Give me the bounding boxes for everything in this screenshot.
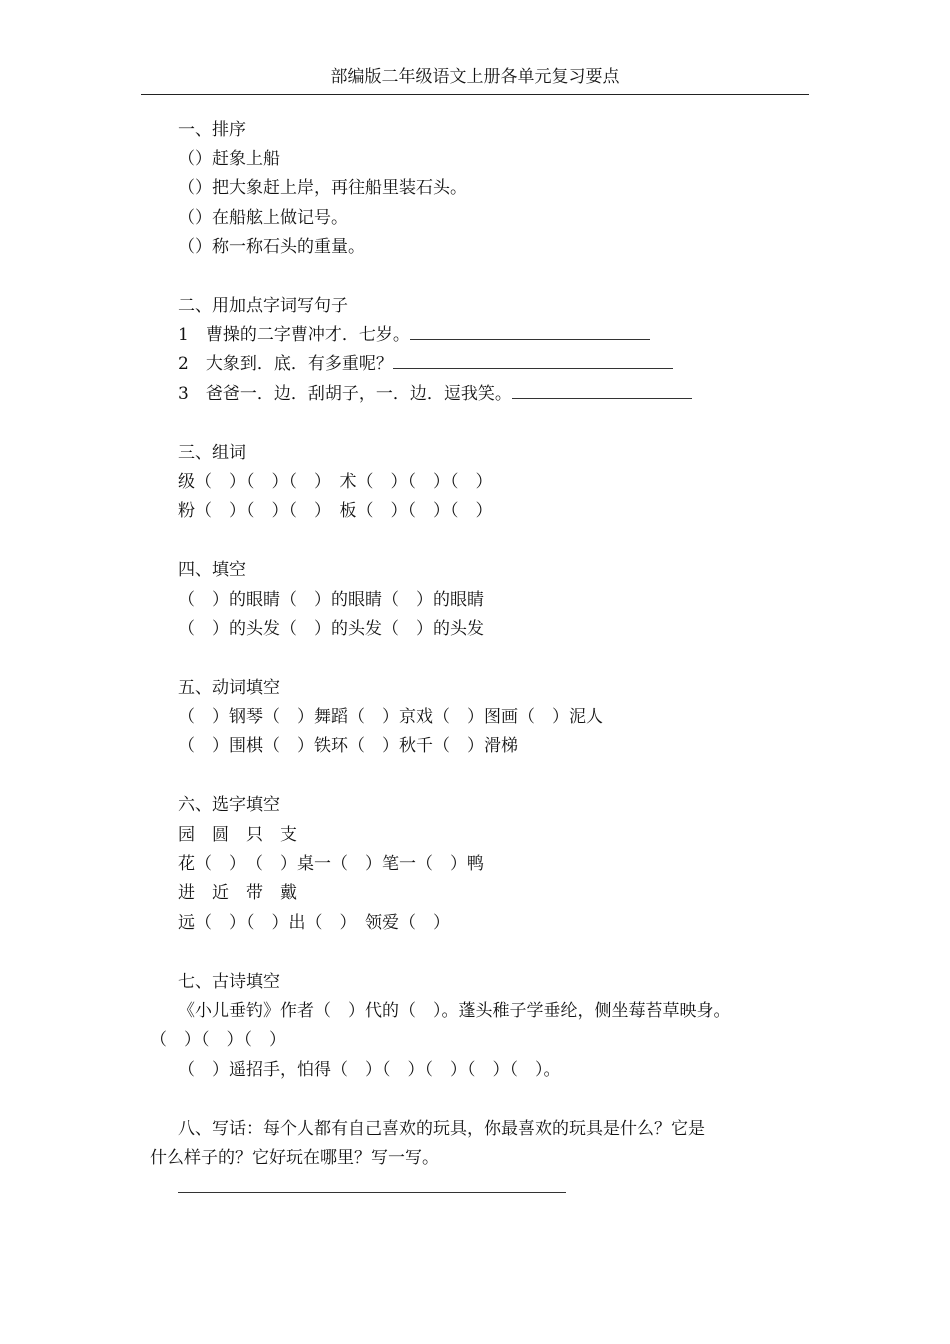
- s7-row-3: （ ）遥招手，怕得（ ）（ ）（ ）（ ）（ ）。: [178, 1060, 561, 1080]
- answer-blank[interactable]: [178, 1176, 566, 1193]
- s3-row-2: 粉（ ）（ ）（ ） 板（ ）（ ）（ ）: [178, 501, 493, 521]
- s5-row-2: （ ）围棋（ ）铁环（ ）秋千（ ）滑梯: [178, 736, 518, 756]
- s2-item-2: [178, 352, 673, 376]
- s2-item-1: [178, 323, 650, 347]
- s1-item-3: （）在船舷上做记号。: [178, 208, 348, 228]
- s2-item-1-text: 1 曹操的二字曹冲才．七岁。: [178, 325, 410, 345]
- s6-row-4: 远（ ）（ ）出（ ） 领爱（ ）: [178, 913, 450, 933]
- section-4-title: 四、填空: [178, 560, 246, 580]
- section-3-title: 三、组词: [178, 443, 246, 463]
- section-2-title: 二、用加点字词写句子: [178, 296, 348, 316]
- s4-row-1: （ ）的眼睛（ ）的眼睛（ ）的眼睛: [178, 590, 484, 610]
- writing-line: [178, 1176, 566, 1200]
- s4-row-2: （ ）的头发（ ）的头发（ ）的头发: [178, 619, 484, 639]
- section-6-title: 六、选字填空: [178, 795, 280, 815]
- s2-item-3: [178, 382, 692, 406]
- s2-item-3-text: 3 爸爸一．边．刮胡子，一．边．逗我笑。: [178, 384, 512, 404]
- s3-row-1: 级（ ）（ ）（ ） 术（ ）（ ）（ ）: [178, 472, 493, 492]
- page-header: 部编版二年级语文上册各单元复习要点: [330, 67, 620, 87]
- s6-row-2: 花（ ） （ ）桌一（ ）笔一（ ）鸭: [178, 854, 484, 874]
- s6-row-1: 园 圆 只 支: [178, 825, 297, 845]
- header-rule: [141, 94, 809, 95]
- s6-row-3: 进 近 带 戴: [178, 883, 297, 903]
- answer-blank[interactable]: [512, 382, 692, 399]
- answer-blank[interactable]: [393, 352, 673, 369]
- section-5-title: 五、动词填空: [178, 678, 280, 698]
- section-8-prompt-line-1: 八、写话：每个人都有自己喜欢的玩具，你最喜欢的玩具是什么？它是: [178, 1119, 705, 1139]
- section-7-title: 七、古诗填空: [178, 972, 280, 992]
- s1-item-2: （）把大象赶上岸，再往船里装石头。: [178, 178, 467, 198]
- answer-blank[interactable]: [410, 323, 650, 340]
- s1-item-1: （）赶象上船: [178, 149, 280, 169]
- s1-item-4: （）称一称石头的重量。: [178, 237, 365, 257]
- section-8-prompt-line-2: 什么样子的？它好玩在哪里？写一写。: [150, 1148, 439, 1168]
- s2-item-2-text: 2 大象到．底．有多重呢？: [178, 354, 393, 374]
- section-1-title: 一、排序: [178, 120, 246, 140]
- s5-row-1: （ ）钢琴（ ）舞蹈（ ）京戏（ ）图画（ ）泥人: [178, 707, 603, 727]
- s7-row-1: 《小儿垂钓》作者（ ）代的（ ）。蓬头稚子学垂纶，侧坐莓苔草映身。: [178, 1001, 731, 1021]
- s7-row-2: （ ）（ ）（ ）: [150, 1030, 286, 1050]
